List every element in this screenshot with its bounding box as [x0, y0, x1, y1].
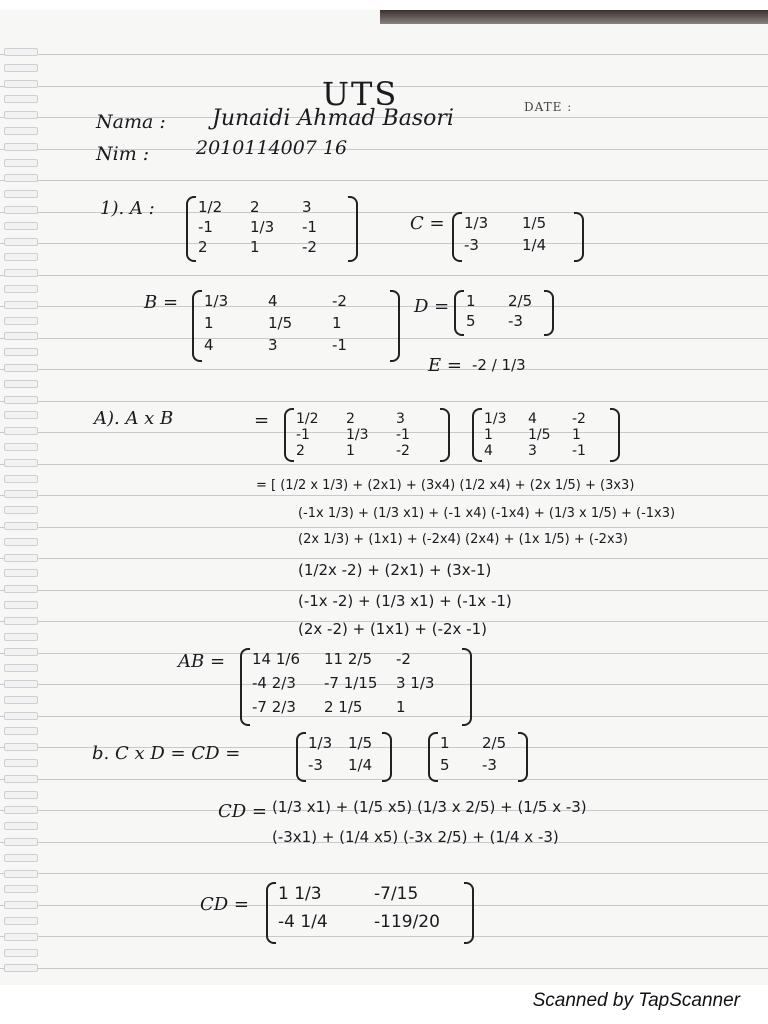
matrix-cell: 1 [440, 734, 450, 752]
ruled-line [0, 527, 768, 528]
matrix-cell: 1/4 [522, 236, 547, 254]
binding-hole [4, 727, 38, 735]
binding-hole [4, 901, 38, 909]
matrix-cell: 1/3 [464, 214, 489, 232]
ruled-line [0, 275, 768, 276]
matrix-cell: -3 [308, 756, 323, 774]
binding-hole [4, 348, 38, 356]
page-title: UTS [322, 75, 399, 113]
matrix-cell: -1 [572, 443, 586, 459]
binding-hole [4, 822, 38, 830]
working-line: (2x 1/3) + (1x1) + (-2x4) (2x4) + (1x 1/5) + (-2x3) [298, 532, 628, 547]
matrix-cell: -3 [464, 236, 479, 254]
matrix-cell: -3 [508, 312, 523, 330]
bracket-right [382, 732, 392, 782]
bracket-left [454, 290, 464, 336]
matrix-cell: 2/5 [508, 292, 533, 310]
bracket-right [440, 408, 450, 462]
working-line: (1/3 x1) + (1/5 x5) (1/3 x 2/5) + (1/5 x -3) [272, 798, 587, 816]
binding-hole [4, 759, 38, 767]
nim-value: 2010114007 16 [196, 137, 348, 159]
working-line: (-1x -2) + (1/3 x1) + (-1x -1) [298, 592, 512, 610]
bracket-left [452, 212, 462, 262]
matrix-cell: 1/5 [528, 427, 551, 443]
matrix-cell: 2 [198, 238, 208, 256]
matrix-cell: 2/5 [482, 734, 507, 752]
bracket-left [240, 648, 250, 726]
cd-result-label: CD = [200, 894, 250, 915]
ruled-line [0, 905, 768, 906]
matrix-cell: -1 [296, 427, 310, 443]
matrix-cell: 1/3 [346, 427, 369, 443]
binding-holes [0, 40, 48, 980]
matrix-cell: 1 [332, 314, 342, 332]
binding-hole [4, 648, 38, 656]
ruled-line [0, 243, 768, 244]
binding-hole [4, 174, 38, 182]
matrix-cell: 1/4 [348, 756, 373, 774]
binding-hole [4, 917, 38, 925]
binding-hole [4, 838, 38, 846]
matrix-cell: 1 [466, 292, 476, 310]
ruled-line [0, 590, 768, 591]
matrix-cell: 1 1/3 [278, 884, 322, 904]
matrix-cell: 3 [268, 336, 278, 354]
ruled-line [0, 653, 768, 654]
matrix-cell: 3 [302, 198, 312, 216]
binding-hole [4, 633, 38, 641]
matrix-cell: 1 [396, 698, 406, 716]
ruled-line [0, 873, 768, 874]
bracket-left [296, 732, 306, 782]
nama-label: Nama : [96, 111, 166, 133]
binding-hole [4, 885, 38, 893]
bracket-right [610, 408, 620, 462]
bracket-right [390, 290, 400, 362]
binding-hole [4, 159, 38, 167]
matrix-cell: -1 [332, 336, 347, 354]
part-a-label: A). A x B [94, 408, 174, 429]
ruled-line [0, 495, 768, 496]
ruled-line [0, 558, 768, 559]
matrix-cell: 14 1/6 [252, 650, 300, 668]
binding-hole [4, 206, 38, 214]
ruled-line [0, 684, 768, 685]
matrix-cell: -2 [572, 411, 586, 427]
binding-hole [4, 554, 38, 562]
bracket-right [348, 196, 358, 262]
question-1-label: 1). A : [100, 198, 155, 219]
matrix-cell: -7 2/3 [252, 698, 296, 716]
binding-hole [4, 743, 38, 751]
matrix-cell: 3 1/3 [396, 674, 435, 692]
binding-hole [4, 696, 38, 704]
binding-hole [4, 238, 38, 246]
binding-hole [4, 775, 38, 783]
binding-hole [4, 569, 38, 577]
bracket-right [544, 290, 554, 336]
ruled-line [0, 716, 768, 717]
page-edge-shadow [380, 10, 768, 24]
matrix-cell: 1 [572, 427, 581, 443]
binding-hole [4, 854, 38, 862]
matrix-cell: 4 [484, 443, 493, 459]
matrix-cell: 11 2/5 [324, 650, 372, 668]
binding-hole [4, 80, 38, 88]
ruled-line [0, 432, 768, 433]
binding-hole [4, 411, 38, 419]
scalar-e-label: E = [428, 355, 462, 376]
bracket-left [192, 290, 202, 362]
binding-hole [4, 301, 38, 309]
binding-hole [4, 48, 38, 56]
scanner-watermark: Scanned by TapScanner [532, 990, 740, 1011]
matrix-cell: -3 [482, 756, 497, 774]
binding-hole [4, 933, 38, 941]
binding-hole [4, 269, 38, 277]
matrix-cell: 2 1/5 [324, 698, 363, 716]
bracket-right [462, 648, 472, 726]
binding-hole [4, 364, 38, 372]
binding-hole [4, 522, 38, 530]
matrix-cell: -2 [302, 238, 317, 256]
matrix-cell: -2 [396, 650, 411, 668]
matrix-cell: 4 [204, 336, 214, 354]
matrix-cell: -7 1/15 [324, 674, 378, 692]
matrix-cell: -4 1/4 [278, 912, 328, 932]
cd-working-label: CD = [218, 801, 268, 822]
matrix-cell: 1/5 [522, 214, 547, 232]
matrix-cell: 5 [440, 756, 450, 774]
ruled-line [0, 401, 768, 402]
matrix-cell: -2 [332, 292, 347, 310]
date-label: DATE : [524, 100, 573, 114]
bracket-right [574, 212, 584, 262]
binding-hole [4, 396, 38, 404]
matrix-d-label: D = [414, 296, 450, 317]
ruled-line [0, 180, 768, 181]
matrix-cell: 1 [250, 238, 260, 256]
matrix-cell: -1 [302, 218, 317, 236]
ruled-line [0, 338, 768, 339]
binding-hole [4, 317, 38, 325]
ab-result-label: AB = [178, 651, 226, 672]
matrix-cell: 1/3 [250, 218, 275, 236]
working-line: (-3x1) + (1/4 x5) (-3x 2/5) + (1/4 x -3) [272, 828, 559, 846]
binding-hole [4, 601, 38, 609]
part-b-label: b. C x D = CD = [92, 743, 241, 764]
binding-hole [4, 143, 38, 151]
binding-hole [4, 806, 38, 814]
working-line: (2x -2) + (1x1) + (-2x -1) [298, 620, 487, 638]
bracket-left [284, 408, 294, 462]
binding-hole [4, 680, 38, 688]
matrix-cell: 1/3 [204, 292, 229, 310]
matrix-cell: 2 [296, 443, 305, 459]
binding-hole [4, 111, 38, 119]
bracket-left [266, 882, 276, 944]
bracket-left [472, 408, 482, 462]
ruled-line [0, 936, 768, 937]
binding-hole [4, 617, 38, 625]
ruled-line [0, 54, 768, 55]
working-line: = [ (1/2 x 1/3) + (2x1) + (3x4) (1/2 x4) + (2x 1/5) + (3x3) [256, 478, 635, 493]
working-line: (1/2x -2) + (2x1) + (3x-1) [298, 561, 492, 579]
matrix-cell: 5 [466, 312, 476, 330]
matrix-b-label: B = [144, 292, 179, 313]
matrix-cell: 1/5 [268, 314, 293, 332]
matrix-c-label: C = [410, 213, 445, 234]
binding-hole [4, 506, 38, 514]
binding-hole [4, 664, 38, 672]
nama-value: Junaidi Ahmad Basori [212, 106, 454, 131]
ruled-line [0, 464, 768, 465]
matrix-cell: 1/2 [198, 198, 223, 216]
matrix-cell: 3 [396, 411, 405, 427]
matrix-cell: 4 [528, 411, 537, 427]
binding-hole [4, 64, 38, 72]
matrix-cell: -4 2/3 [252, 674, 296, 692]
binding-hole [4, 538, 38, 546]
binding-hole [4, 285, 38, 293]
binding-hole [4, 95, 38, 103]
binding-hole [4, 870, 38, 878]
notebook-page [0, 10, 768, 985]
bracket-right [464, 882, 474, 944]
nim-label: Nim : [96, 143, 150, 165]
ruled-line [0, 968, 768, 969]
binding-hole [4, 427, 38, 435]
bracket-left [428, 732, 438, 782]
part-a-equals: = [254, 410, 270, 431]
matrix-cell: 1 [484, 427, 493, 443]
matrix-cell: 2 [346, 411, 355, 427]
matrix-cell: 4 [268, 292, 278, 310]
binding-hole [4, 443, 38, 451]
matrix-cell: 1/3 [484, 411, 507, 427]
bracket-left [186, 196, 196, 262]
binding-hole [4, 475, 38, 483]
matrix-cell: -7/15 [374, 884, 419, 904]
binding-hole [4, 490, 38, 498]
binding-hole [4, 127, 38, 135]
binding-hole [4, 253, 38, 261]
matrix-cell: 1 [346, 443, 355, 459]
binding-hole [4, 585, 38, 593]
binding-hole [4, 222, 38, 230]
ruled-line [0, 306, 768, 307]
matrix-cell: 1 [204, 314, 214, 332]
binding-hole [4, 964, 38, 972]
matrix-cell: -1 [396, 427, 410, 443]
scalar-e-value: -2 / 1/3 [472, 356, 526, 374]
binding-hole [4, 332, 38, 340]
matrix-cell: 1/3 [308, 734, 333, 752]
binding-hole [4, 190, 38, 198]
working-line: (-1x 1/3) + (1/3 x1) + (-1 x4) (-1x4) + (1/3 x 1/5) + (-1x3) [298, 506, 676, 521]
matrix-cell: 1/5 [348, 734, 373, 752]
matrix-cell: 2 [250, 198, 260, 216]
binding-hole [4, 712, 38, 720]
binding-hole [4, 791, 38, 799]
binding-hole [4, 949, 38, 957]
bracket-right [518, 732, 528, 782]
matrix-cell: 1/2 [296, 411, 319, 427]
ruled-line [0, 369, 768, 370]
matrix-cell: 3 [528, 443, 537, 459]
binding-hole [4, 380, 38, 388]
matrix-cell: -1 [198, 218, 213, 236]
matrix-cell: -119/20 [374, 912, 440, 932]
binding-hole [4, 459, 38, 467]
matrix-cell: -2 [396, 443, 410, 459]
